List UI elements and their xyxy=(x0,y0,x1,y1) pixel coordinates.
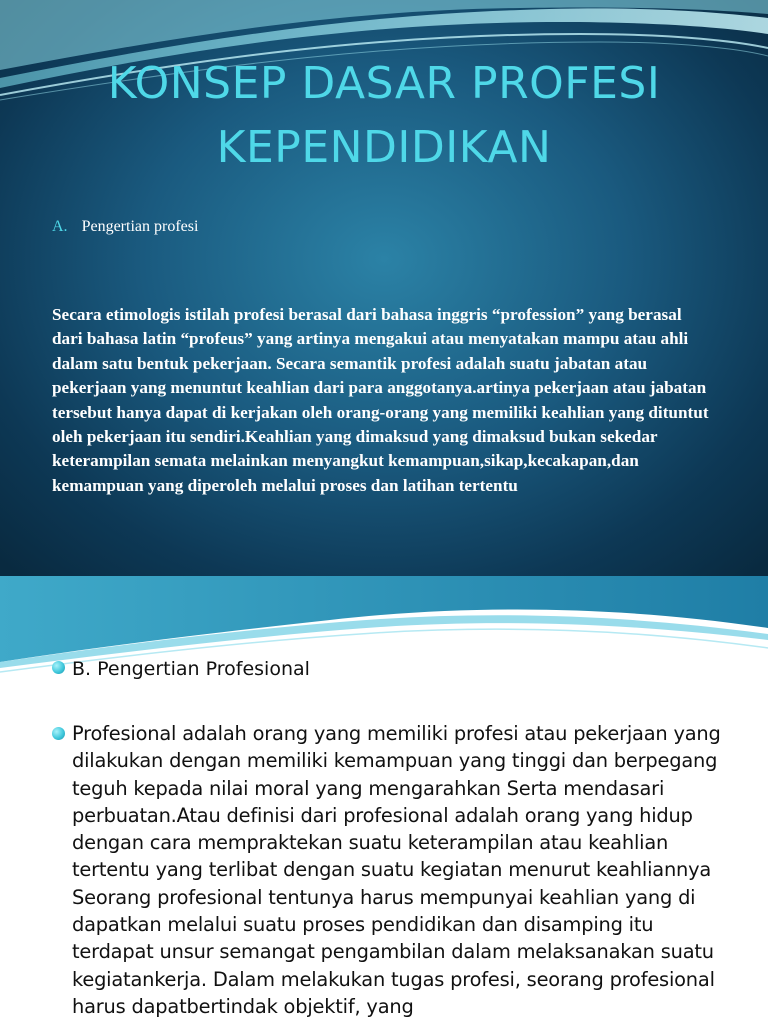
slide-2-heading-item xyxy=(52,654,310,684)
bullet-marker: A. xyxy=(52,218,68,235)
slide-2-paragraph: Profesional adalah orang yang memiliki profesi atau pekerjaan yang dilakukan dengan memiliki kemampuan yang tinggi dan berpegang teguh kepada nilai moral yang mengarahkan Serta mendasari perbuatan.Atau definisi dari profesional adalah orang yang hidup dengan cara mempraktekan suatu keterampilan atau keahlian tertentu yang terlibat dengan suatu kegiatan menurut keahliannya Seorang profesional tentunya harus mempunyai keahlian yang di dapatkan melalui suatu proses pendidikan dan disamping itu terdapat unsur semangat pengambilan dalam melaksanakan suatu kegiatankerja. Dalam melakukan tugas profesi, seorang profesional harus dapatbertindak objektif, yang xyxy=(72,722,721,1018)
slide-1-body: Secara etimologis istilah profesi berasal dari bahasa inggris “profession” yang berasal dari bahasa latin “profeus” yang artinya mengakui atau menyatakan mampu atau ahli dalam satu bentuk pekerjaan. Secara semantik profesi adalah suatu jabatan atau pekerjaan yang menuntut keahlian dari para anggotanya.artinya pekerjaan atau jabatan tersebut hanya dapat di kerjakan oleh orang-orang yang memiliki keahlian yang dituntut oleh pekerjaan itu sendiri.Keahlian yang dimaksud yang dimaksud bukan sekedar keterampilan semata melainkan menyangkut kemampuan,sikap,kecakapan,dan kemampuan yang diperoleh melalui proses dan latihan tertentu xyxy=(52,305,709,495)
bullet-dot-icon xyxy=(52,727,65,740)
slide-1-bullet xyxy=(52,218,198,236)
slide-2-heading: B. Pengertian Profesional xyxy=(72,658,310,680)
slide-1-title: KONSEP DASAR PROFESI KEPENDIDIKAN xyxy=(107,58,661,173)
slide-2 xyxy=(0,576,768,1024)
bullet-text: Pengertian profesi xyxy=(81,218,199,235)
slide-2-paragraph-item xyxy=(52,720,732,1020)
bullet-dot-icon xyxy=(52,661,65,674)
